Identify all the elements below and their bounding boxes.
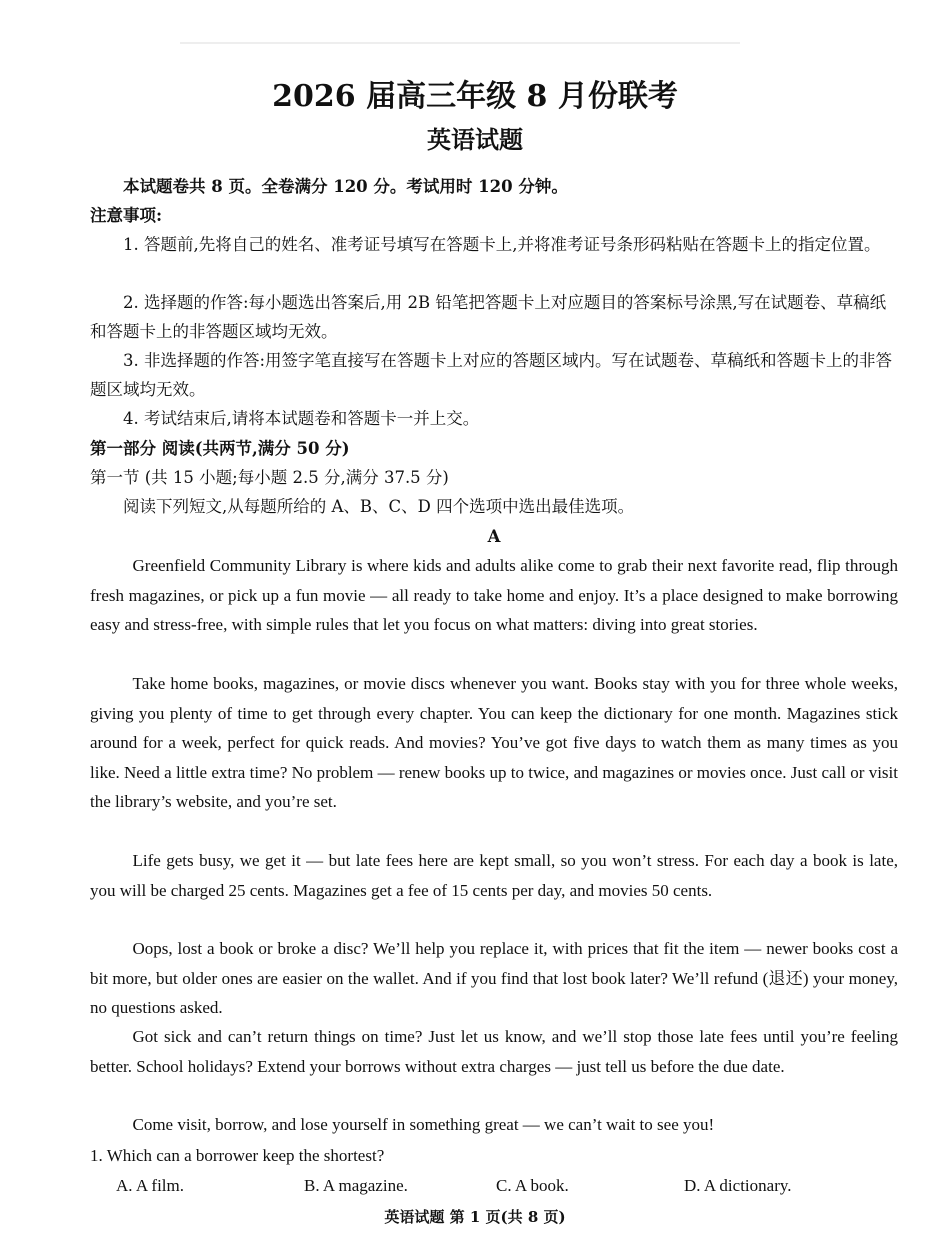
option-b: B. A magazine. bbox=[304, 1176, 408, 1195]
passage-paragraph: Come visit, borrow, and lose yourself in something great — we can’t wait to see you! bbox=[132, 1115, 715, 1134]
option-a: A. A film. bbox=[116, 1176, 185, 1195]
exam-subtitle: 英语试题 bbox=[427, 125, 523, 154]
part-heading: 第一部分 阅读(共两节,满分 50 分) bbox=[90, 439, 350, 458]
passage-label: A bbox=[487, 527, 501, 546]
notice-item: 4. 考试结束后,请将本试题卷和答题卡一并上交。 bbox=[123, 409, 480, 428]
option-c: C. A book. bbox=[496, 1176, 569, 1195]
notice-item: 1. 答题前,先将自己的姓名、准考证号填写在答题卡上,并将准考证号条形码粘贴在答题卡上的指定位置。 bbox=[123, 235, 881, 254]
passage-paragraph: Got sick and can’t return things on time? Just let us know, and we’ll stop those late fees until you’re feeling better. School holidays? Extend your borrows without extra charges — just tell us before the due date. bbox=[90, 1027, 898, 1076]
notice-item: 2. 选择题的作答:每小题选出答案后,用 2B 铅笔把答题卡上对应题目的答案标号涂黑,写在试题卷、草稿纸和答题卡上的非答题区域均无效。 bbox=[90, 293, 887, 341]
question-options bbox=[116, 1172, 916, 1200]
page-footer: 英语试题 第 1 页(共 8 页) bbox=[384, 1208, 566, 1226]
passage-paragraph: Take home books, magazines, or movie discs whenever you want. Books stay with you for three whole weeks, giving you plenty of time to get through every chapter. You can keep the dictionary for one month. Magazines stick around for a week, perfect for quick reads. And movies? You’ve got five days to watch them as many times as you like. Need a little extra time? No problem — renew books up to twice, and magazines or movies once. Just call or visit the library’s website, and you’re set. bbox=[90, 674, 898, 811]
passage-paragraph: Oops, lost a book or broke a disc? We’ll help you replace it, with prices that fit the item — newer books cost a bit more, but older ones are easier on the wallet. And if you find that lost book later? We’ll refund (退还) your money, no questions asked. bbox=[90, 939, 898, 1017]
scan-artifact bbox=[180, 42, 740, 44]
question-stem: 1. Which can a borrower keep the shortest? bbox=[90, 1146, 385, 1165]
notice-item: 3. 非选择题的作答:用签字笔直接写在答题卡上对应的答题区域内。写在试题卷、草稿纸和答题卡上的非答题区域均无效。 bbox=[90, 351, 893, 399]
section-instruction: 阅读下列短文,从每题所给的 A、B、C、D 四个选项中选出最佳选项。 bbox=[123, 497, 635, 516]
option-d: D. A dictionary. bbox=[684, 1176, 792, 1195]
section-heading: 第一节 (共 15 小题;每小题 2.5 分,满分 37.5 分) bbox=[90, 468, 449, 487]
exam-title: 2026 届高三年级 8 月份联考 bbox=[272, 79, 678, 114]
exam-summary: 本试题卷共 8 页。全卷满分 120 分。考试用时 120 分钟。 bbox=[123, 177, 568, 196]
passage-paragraph: Greenfield Community Library is where kids and adults alike come to grab their next favorite read, flip through fresh magazines, or pick up a fun movie — all ready to take home and enjoy. It’s a place designed to make borrowing easy and stress-free, with simple rules that let you focus on what matters: diving into great stories. bbox=[90, 556, 898, 634]
notice-heading: 注意事项: bbox=[90, 206, 163, 225]
passage-paragraph: Life gets busy, we get it — but late fees here are kept small, so you won’t stress. For each day a book is late, you will be charged 25 cents. Magazines get a fee of 15 cents per day, and movies 50 cents. bbox=[90, 851, 898, 900]
